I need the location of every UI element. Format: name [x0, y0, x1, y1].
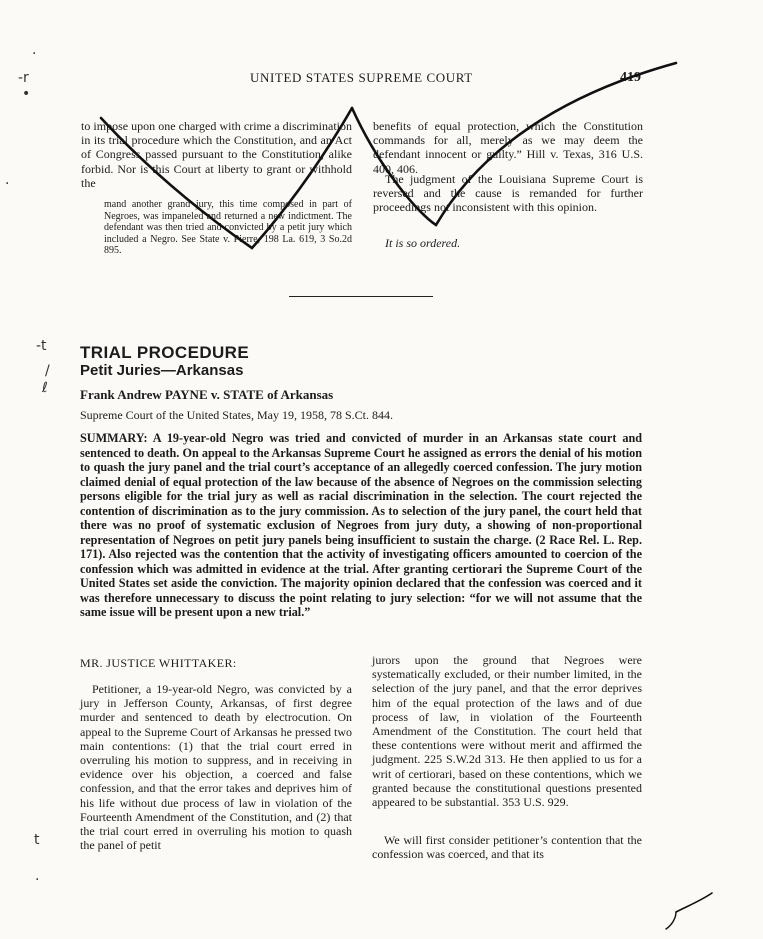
pen-stroke-corner	[676, 893, 712, 912]
page-number: 419	[620, 70, 641, 85]
margin-mark-8: t	[34, 832, 40, 848]
margin-mark-6: /	[45, 363, 50, 379]
footnote-continuation: mand another grand jury, this time composed in part of Negroes, was impaneled and returned a new indictment. The defendant was then tried and convicted by a petit jury which included a Negro. See State v. Pierre, 198 La. 619, 3 So.2d 895.	[104, 199, 352, 257]
opinion-author: MR. JUSTICE WHITTAKER:	[80, 656, 237, 670]
pen-stroke-right	[352, 63, 676, 225]
pen-stroke-left	[101, 108, 352, 248]
margin-mark-2: ‐r	[18, 70, 29, 86]
section-subtitle: Petit Juries—Arkansas	[80, 362, 244, 379]
continuation-paragraph-left: to impose upon one charged with crime a discrimination in its trial procedure which the Constitution, and an Act of Congress passed pursuant to the Constitution, alike forbid. Nor is this Court at liberty to grant or withhold the	[81, 119, 352, 190]
margin-mark-4: .	[5, 172, 10, 188]
case-name: Frank Andrew PAYNE v. STATE of Arkansas	[80, 387, 334, 402]
margin-mark-1: .	[32, 42, 37, 58]
margin-mark-7: ℓ	[42, 380, 48, 396]
case-citation: Supreme Court of the United States, May 19, 1958, 78 S.Ct. 844.	[80, 408, 393, 422]
running-header: UNITED STATES SUPREME COURT	[250, 70, 473, 85]
margin-mark-5: ‑t	[36, 338, 47, 354]
margin-mark-9: .	[35, 868, 40, 884]
margin-mark-3: •	[22, 86, 31, 102]
pen-stroke-corner-tail	[666, 912, 676, 929]
so-ordered-line: It is so ordered.	[385, 236, 461, 250]
opinion-paragraph-right: jurors upon the ground that Negroes were systematically excluded, or their number limited, in the selection of the jury panel, and that the error deprives him of the equal protection of the laws and of due process of law, in violation of the Fourteenth Amendment of the Constitution. The court held that these contentions were without merit and affirmed the judgment. 225 S.W.2d 313. He then applied to us for a writ of certiorari, based on these contentions, which we granted because the constitutional questions presented appeared to be substantial. 353 U.S. 929.	[372, 653, 642, 810]
continuation-paragraph-right: benefits of equal protection, which the Constitution commands for all, merely as we may deem the defendant innocent or guilty.” Hill v. Texas, 316 U.S. 400, 406.	[373, 119, 643, 176]
judgment-paragraph: The judgment of the Louisiana Supreme Court is reversed and the cause is remanded for further proceedings not inconsistent with this opinion.	[373, 172, 643, 215]
section-title: TRIAL PROCEDURE	[80, 343, 250, 362]
opinion-paragraph-right-continued: We will first consider petitioner’s contention that the confession was coerced, and that its	[372, 833, 642, 862]
case-summary: SUMMARY: A 19-year-old Negro was tried and convicted of murder in an Arkansas state court and sentenced to death. On appeal to the Arkansas Supreme Court he assigned as errors the denial of his motion to quash the jury panel and the trial court’s acceptance of an allegedly coerced confession. The jury motion claimed denial of equal protection of the law because of the absence of Negroes on the commission selecting persons eligible for the trial jury as well as racial discrimination in the selection. The court rejected the contention of discrimination as to the jury commission. As to selection of the jury panel, the court held that there was no proof of systematic exclusion of Negroes from jury duty, a showing of non-proportional representation of Negroes on petit jury panels being insufficient to sustain the charge. (2 Race Rel. L. Rep. 171). Also rejected was the contention that the activity of investigating officers amounted to coercion of the confession which was admitted in evidence at the trial. After granting certiorari the Supreme Court of the United States set aside the conviction. The majority opinion declared that the confession was coerced and it was therefore unnecessary to discuss the point relating to jury selection: “for we will not assume that the same issue will be present upon a new trial.”	[80, 431, 642, 619]
opinion-paragraph-left: Petitioner, a 19-year-old Negro, was convicted by a jury in Jefferson County, Arkansas, of first degree murder and sentenced to death by electrocution. On appeal to the Supreme Court of Arkansas he pressed two main contentions: (1) that the trial court erred in overruling his motion to suppress, and in receiving in evidence over his objection, a coerced and false confession, and that the error takes and deprives him of his life without due process of law in violation of the Fourteenth Amendment of the Constitution, and (2) that the trial court erred in overruling his motion to quash the panel of petit	[80, 682, 352, 853]
